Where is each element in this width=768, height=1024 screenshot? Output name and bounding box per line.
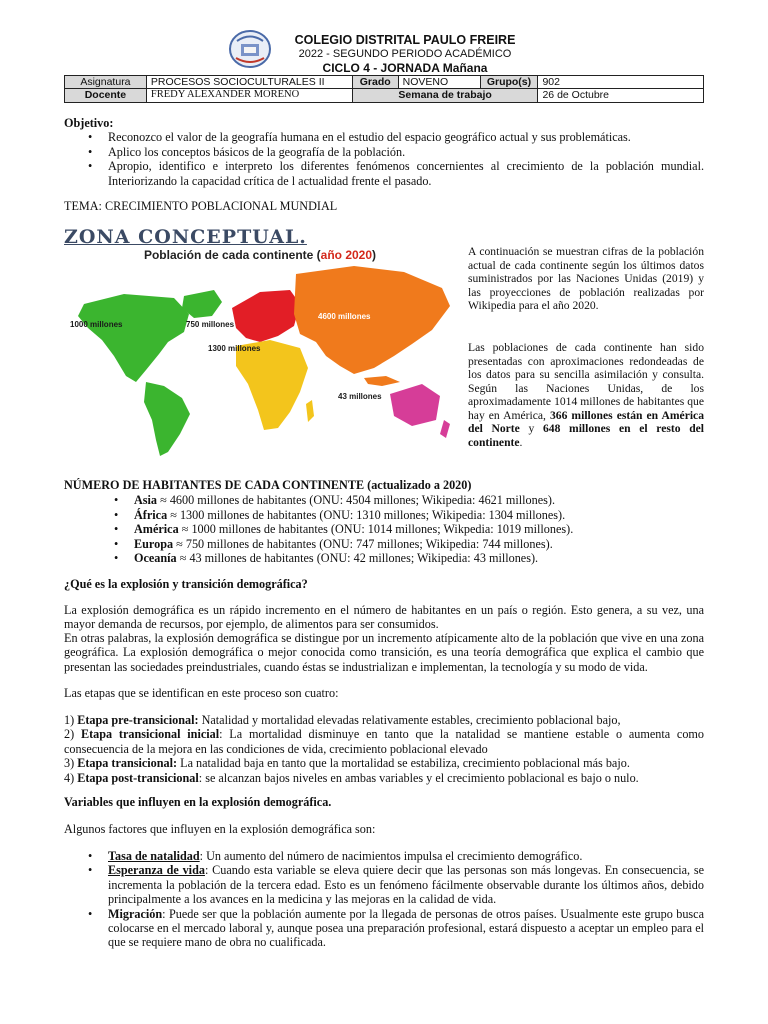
objetivo-item: • Aplico los conceptos básicos de la geografía de la población. [86,145,704,159]
continent-name: América [134,522,179,537]
variable-name: Migración [108,906,163,921]
continent-name: África [134,507,168,522]
population-map [64,244,459,464]
grupo-label: Grupo(s) [480,76,538,89]
africa-shape [236,340,308,430]
habitantes-heading: NÚMERO DE HABITANTES DE CADA CONTINENTE (actualizado a 2020) [64,478,472,492]
etapa-text: La natalidad baja en tanto que la mortalidad se estabiliza, crecimiento poblacional más bajo. [177,756,630,771]
etapa-number: 2) [64,727,81,742]
continent-stats: ≈ 4600 millones de habitantes (ONU: 4504 millones; Wikipedia: 4621 millones). [157,493,555,508]
continent-name: Europa [134,536,174,551]
indonesia-shape [364,376,400,386]
docente-value: FREDY ALEXANDER MORENO [146,89,352,102]
objetivo-section [64,116,704,188]
etapa-item [64,713,704,727]
variable-text: : Cuando esta variable se eleva quiere decir que las personas son más longevas. En consecuencia, se incrementa la población de la tercera edad. Esto es un fenómeno fácilmente observable durante los últimos años, debido principalmente a los avances en la medicina y las mejoras en la calidad de vida. [108,863,704,907]
objetivo-heading: Objetivo: [64,116,114,130]
madagascar-shape [306,400,314,422]
etapa-item [64,771,704,785]
etapa-name: Etapa post-transicional [77,770,199,785]
variable-text: : Un aumento del número de nacimientos impulsa el crecimiento demográfico. [199,849,583,863]
zona-conceptual-title: ZONA CONCEPTUAL. [64,226,307,248]
etapa-number: 1) [64,713,78,727]
continent-item [112,537,704,551]
intro-text: Las poblaciones de cada continente han sido presentadas con aproximaciones redondeadas de los datos para su sencilla asimilación y consulta. Según las Naciones Unidas, de los aproximadamente 1014 millones de habitantes que hay en América, [468,341,704,422]
habitantes-section [64,478,704,565]
asignatura-label: Asignatura [65,76,147,89]
continent-name: Asia [134,493,158,508]
map-label-oceania: 43 millones [338,392,382,401]
map-label-america: 1000 millones [70,320,123,329]
variables-list [64,849,704,950]
europe-shape [232,290,300,342]
rest-america-figure: 648 millones en el resto del continente [468,422,705,449]
etapa-item [64,756,704,770]
intro-paragraph-2 [468,341,704,450]
continent-item [112,522,704,536]
etapa-name: Etapa transicional: [77,756,178,771]
variables-heading: Variables que influyen en la explosión demográfica. [64,795,332,809]
explosion-paragraph-1: La explosión demográfica es un rápido incremento en el número de habitantes en un país o región. Esto genera, a su vez, una mayor demanda de recursos, por ejemplo, de alimentos para ser consumidos. [64,603,704,632]
intro-paragraph-1: A continuación se muestran cifras de la población actual de cada continente según los últimos datos suministrados por las Naciones Unidas (2019) y las proyecciones de población realizadas por Wikipedia para el año 2020. [468,245,704,313]
continent-stats: ≈ 750 millones de habitantes (ONU: 747 millones; Wikipedia: 744 millones). [173,536,553,551]
australia-shape [390,384,440,426]
grado-label: Grado [352,76,398,89]
new-zealand-shape [440,420,450,438]
map-label-asia: 4600 millones [318,312,371,321]
school-name: COLEGIO DISTRITAL PAULO FREIRE [294,33,516,47]
semana-value: 26 de Octubre [538,89,704,102]
north-america-shape [78,294,189,382]
etapas-intro: Las etapas que se identifican en este proceso son cuatro: [64,686,339,700]
asignatura-value: PROCESOS SOCIOCULTURALES II [146,76,352,89]
continent-item [112,493,704,507]
map-label-africa: 1300 millones [208,344,261,353]
map-title [110,248,410,262]
continent-stats: ≈ 43 millones de habitantes (ONU: 42 millones; Wikipedia: 43 millones). [176,550,539,565]
variable-item [86,863,704,906]
continent-stats: ≈ 1300 millones de habitantes (ONU: 1310 millones; Wikipedia: 1304 millones). [167,507,566,522]
variable-item [86,849,704,863]
continent-name: Oceanía [134,550,177,565]
south-america-shape [144,382,190,456]
etapa-name: Etapa transicional inicial [80,727,220,742]
cycle-title: CICLO 4 - JORNADA Mañana [322,61,488,75]
variable-text: : Puede ser que la población aumente por la llegada de personas de otros países. Usualmente este grupo busca colocarse en el mercado laboral y, aunque posea una preparación profesional, estará dispuesto a aceptar un empleo para el que se requiere mano de obra no cualificada. [108,906,704,950]
etapa-number: 4) [64,770,78,785]
continent-stats: ≈ 1000 millones de habitantes (ONU: 1014 millones; Wikpedia: 1019 millones). [178,522,574,537]
grupo-value: 902 [538,76,704,89]
variable-name: Tasa de natalidad [108,849,200,863]
map-title-text: Población de cada continente ( [143,248,321,262]
etapa-text: : La mortalidad disminuye en tanto que la natalidad se mantiene estable o aumenta como consecuencia de la mejora en las condiciones de vida, crecimiento poblacional elevado [64,727,704,756]
docente-label: Docente [65,89,147,102]
map-label-europa: 750 millones [186,320,235,329]
etapa-text: Natalidad y mortalidad elevadas relativamente estables, crecimiento poblacional bajo, [198,713,621,727]
tema-heading: TEMA: CRECIMIENTO POBLACIONAL MUNDIAL [64,199,338,213]
intro-text-end: . [519,435,523,449]
etapa-item [64,727,704,756]
etapa-name: Etapa pre-transicional: [77,713,199,727]
continent-item [112,508,704,522]
course-info-table [64,75,704,103]
objetivo-item: • Reconozco el valor de la geografía humana en el estudio del espacio geográfico actual y sus problemáticas. [86,130,704,144]
explosion-paragraph-2: En otras palabras, la explosión demográfica se distingue por un incremento atípicamente alto de la población que vive en una zona geográfica. La explosión demográfica o mejor conocida como transición, es una teoría demográfica que explica el cambio que presentan las sociedades preindustriales, cuando éstas se industrializan e implementan, la tecnología y su modo de vida. [64,631,704,674]
variables-intro: Algunos factores que influyen en la explosión demográfica son: [64,822,376,836]
variable-item [86,907,704,950]
etapas-list [64,713,704,785]
semana-label: Semana de trabajo [352,89,538,102]
school-crest-icon [228,28,272,70]
objetivo-item: • Apropio, identifico e interpreto los diferentes fenómenos concernientes al crecimiento de la población mundial. Interiorizando la capacidad crítica de l actualidad frente el pasado. [86,159,704,188]
map-title-year: año 2020 [320,248,373,262]
intro-text-join: y [519,422,543,436]
grado-value: NOVENO [398,76,480,89]
academic-period: 2022 - SEGUNDO PERIODO ACADÉMICO [298,48,512,60]
continent-item [112,551,704,565]
north-america-figure: 366 millones están en América del Norte [468,408,705,436]
variable-name: Esperanza de vida [108,863,205,878]
map-title-end: ) [372,248,377,262]
etapa-text: : se alcanzan bajos niveles en ambas variables y el crecimiento poblacional es bajo o nulo. [198,770,639,785]
etapa-number: 3) [64,756,78,771]
explosion-heading: ¿Qué es la explosión y transición demográfica? [64,577,308,591]
